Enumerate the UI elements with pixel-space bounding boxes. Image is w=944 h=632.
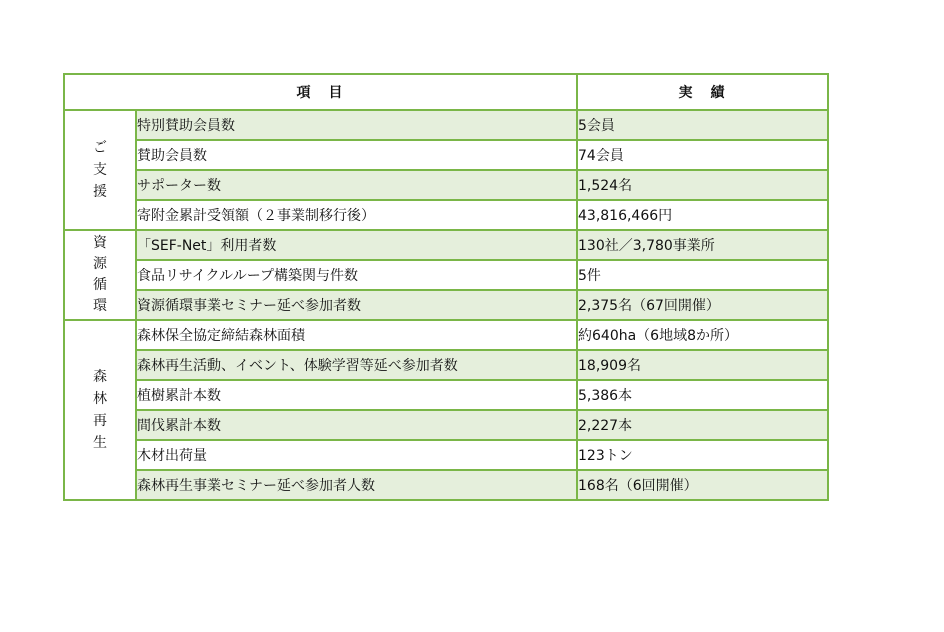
group-label-resource-recycling: 資 源 循 環 (64, 230, 136, 320)
group-label-forest-regeneration: 森 林 再 生 (64, 320, 136, 500)
row-item: 「SEF-Net」利用者数 (136, 230, 577, 260)
table-row (64, 350, 828, 380)
row-value: 43,816,466円 (577, 200, 828, 230)
row-value: 2,375名（67回開催） (577, 290, 828, 320)
row-item: 木材出荷量 (136, 440, 577, 470)
table-row (64, 470, 828, 500)
header-result: 実 績 (577, 74, 828, 110)
table-row (64, 230, 828, 260)
row-value: 5会員 (577, 110, 828, 140)
row-item: 賛助会員数 (136, 140, 577, 170)
row-value: 5件 (577, 260, 828, 290)
table-row (64, 200, 828, 230)
row-value: 5,386本 (577, 380, 828, 410)
row-value: 168名（6回開催） (577, 470, 828, 500)
table-row (64, 320, 828, 350)
row-item: 森林保全協定締結森林面積 (136, 320, 577, 350)
row-item: 森林再生事業セミナー延べ参加者人数 (136, 470, 577, 500)
group-label-support: ご 支 援 (64, 110, 136, 230)
row-value: 130社／3,780事業所 (577, 230, 828, 260)
table-row (64, 290, 828, 320)
row-value: 74会員 (577, 140, 828, 170)
table-header-row (64, 74, 828, 110)
row-item: 食品リサイクルループ構築関与件数 (136, 260, 577, 290)
row-item: 特別賛助会員数 (136, 110, 577, 140)
table-row (64, 380, 828, 410)
row-value: 18,909名 (577, 350, 828, 380)
table-row (64, 260, 828, 290)
row-value: 約640ha（6地域8か所） (577, 320, 828, 350)
table-row (64, 140, 828, 170)
row-item: 資源循環事業セミナー延べ参加者数 (136, 290, 577, 320)
table-row (64, 410, 828, 440)
row-item: 寄附金累計受領額（２事業制移行後） (136, 200, 577, 230)
row-item: 間伐累計本数 (136, 410, 577, 440)
row-item: 森林再生活動、イベント、体験学習等延べ参加者数 (136, 350, 577, 380)
row-item: サポーター数 (136, 170, 577, 200)
row-value: 123トン (577, 440, 828, 470)
header-item: 項 目 (64, 74, 577, 110)
row-value: 2,227本 (577, 410, 828, 440)
row-value: 1,524名 (577, 170, 828, 200)
results-table (63, 73, 829, 501)
table-row (64, 110, 828, 140)
row-item: 植樹累計本数 (136, 380, 577, 410)
table-row (64, 170, 828, 200)
table-row (64, 440, 828, 470)
